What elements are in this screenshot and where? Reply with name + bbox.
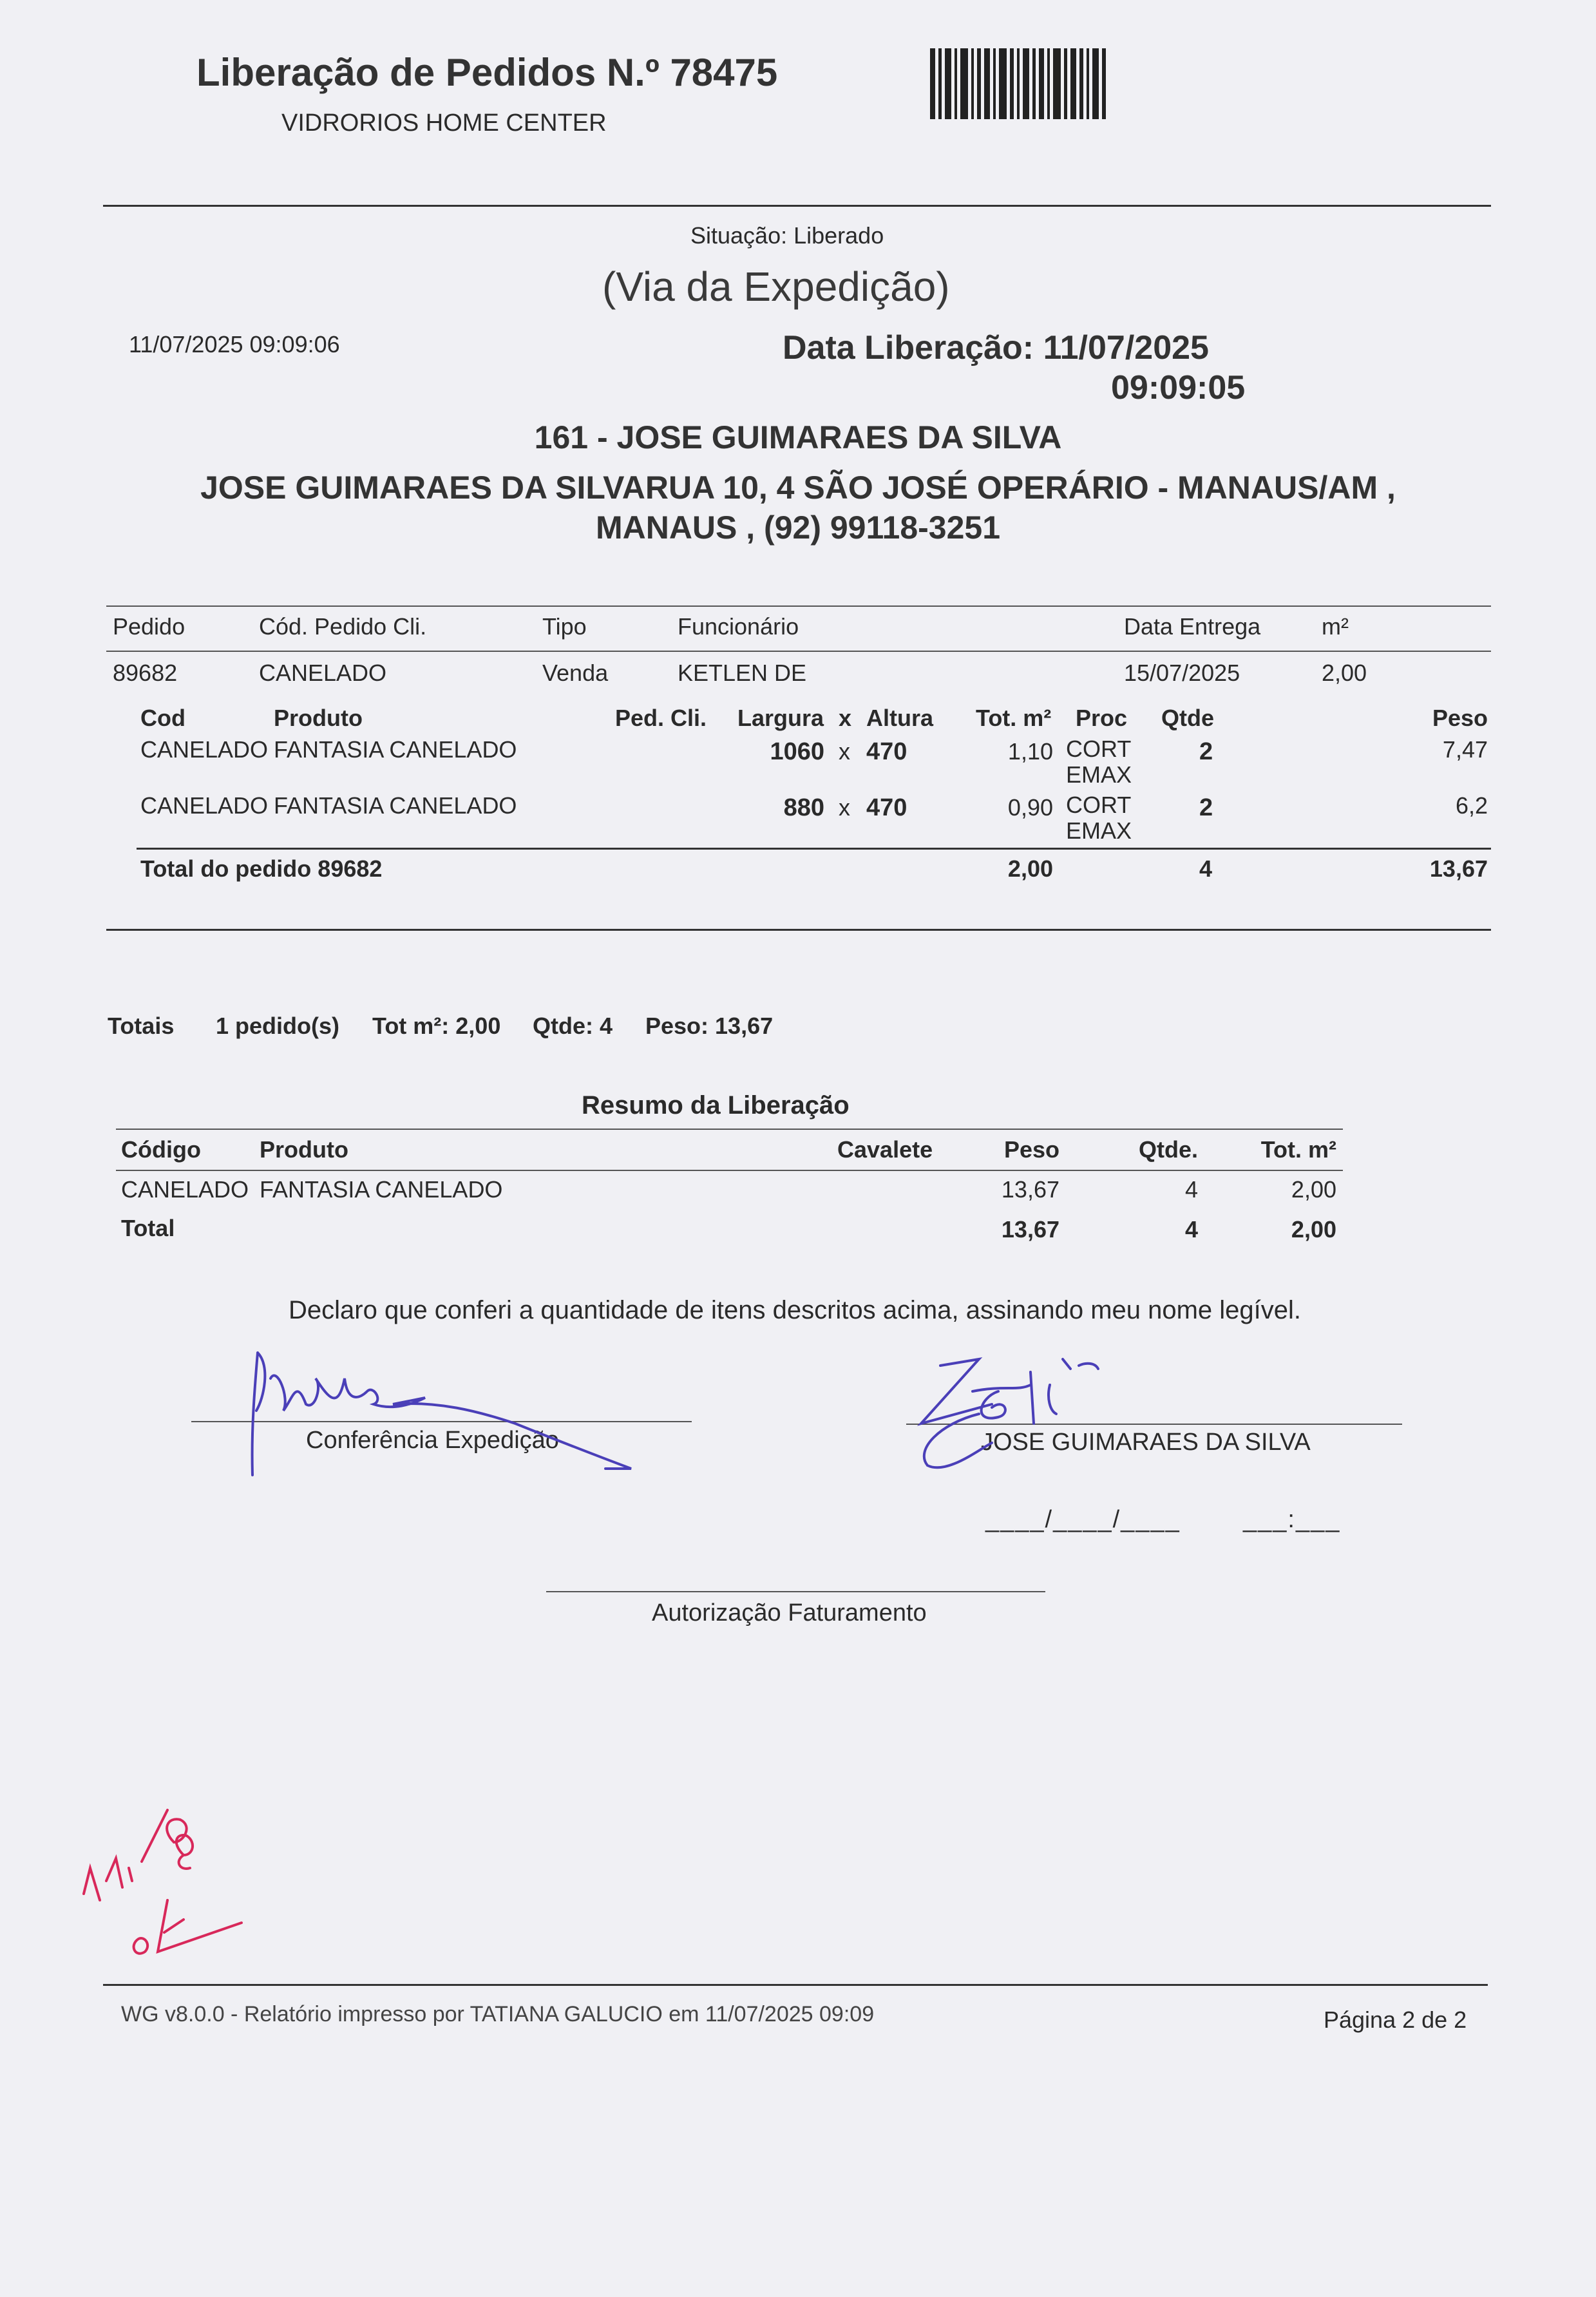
order-m2: 2,00 <box>1322 660 1367 686</box>
col-header-m2: m² <box>1322 613 1349 640</box>
item-x: x <box>839 794 850 821</box>
divider <box>106 651 1491 652</box>
col-header-funcionario: Funcionário <box>678 613 799 640</box>
items-header-cod: Cod <box>140 705 185 731</box>
printed-timestamp: 11/07/2025 09:09:06 <box>129 331 340 357</box>
item-proc-1: CORT <box>1066 736 1132 762</box>
divider <box>116 1170 1343 1171</box>
autorizacao-label: Autorização Faturamento <box>652 1599 927 1626</box>
item-produto: FANTASIA CANELADO <box>274 792 517 819</box>
client-address-line1: JOSE GUIMARAES DA SILVARUA 10, 4 SÃO JOSÉ OPERÁRIO - MANAUS/AM , <box>200 470 1396 506</box>
resumo-total-qtde: 4 <box>1184 1216 1198 1243</box>
col-header-pedido: Pedido <box>113 613 185 640</box>
client-name: 161 - JOSE GUIMARAES DA SILVA <box>534 419 1062 455</box>
item-tot-m2: 1,10 <box>1007 738 1053 765</box>
divider <box>106 605 1491 607</box>
handwritten-signature-right <box>902 1353 1159 1482</box>
item-largura: 1060 <box>770 738 824 765</box>
item-qtde: 2 <box>1199 794 1213 821</box>
resumo-codigo: CANELADO <box>121 1176 249 1203</box>
via-title: (Via da Expedição) <box>602 263 950 310</box>
item-peso: 7,47 <box>1442 736 1488 763</box>
col-header-data-entrega: Data Entrega <box>1124 613 1261 640</box>
handwritten-note <box>71 1797 264 1978</box>
divider <box>137 848 1491 850</box>
totais-qtde: Qtde: 4 <box>533 1013 613 1039</box>
item-proc-2: EMAX <box>1066 761 1132 788</box>
date-blank: ____/____/____ <box>985 1506 1181 1533</box>
declaration-text: Declaro que conferi a quantidade de itens descritos acima, assinando meu nome legível. <box>289 1296 1302 1324</box>
order-total-qtde: 4 <box>1199 855 1213 882</box>
item-altura: 470 <box>866 794 907 821</box>
divider <box>116 1129 1343 1130</box>
time-blank: ___:___ <box>1243 1506 1341 1533</box>
items-header-produto: Produto <box>274 705 363 731</box>
page-number: Página 2 de 2 <box>1324 2006 1467 2033</box>
totais-label: Totais <box>108 1013 175 1039</box>
order-total-label: Total do pedido 89682 <box>140 855 383 882</box>
item-proc <box>1066 792 1132 844</box>
items-header-x: x <box>839 705 852 731</box>
resumo-header-cavalete: Cavalete <box>837 1136 933 1163</box>
item-tot-m2: 0,90 <box>1007 794 1053 821</box>
resumo-peso: 13,67 <box>1001 1176 1059 1203</box>
data-liberacao-time: 09:09:05 <box>1111 369 1246 406</box>
resumo-tot-m2: 2,00 <box>1291 1176 1336 1203</box>
signature-line-center <box>546 1591 1045 1592</box>
data-liberacao: Data Liberação: 11/07/2025 <box>783 329 1209 367</box>
totais-pedidos: 1 pedido(s) <box>216 1013 340 1039</box>
footer-printed-by: WG v8.0.0 - Relatório impresso por TATIANA GALUCIO em 11/07/2025 09:09 <box>121 2002 875 2026</box>
resumo-produto: FANTASIA CANELADO <box>260 1176 503 1203</box>
divider <box>103 205 1491 207</box>
handwritten-signature-left <box>245 1340 644 1482</box>
item-peso: 6,2 <box>1455 792 1488 819</box>
order-data-entrega: 15/07/2025 <box>1124 660 1240 686</box>
item-produto: FANTASIA CANELADO <box>274 736 517 763</box>
item-proc <box>1066 736 1132 788</box>
items-header-ped-cli: Ped. Cli. <box>615 705 707 731</box>
resumo-total-peso: 13,67 <box>1001 1216 1059 1243</box>
totais-m2: Tot m²: 2,00 <box>372 1013 501 1039</box>
item-cod: CANELADO <box>140 736 269 763</box>
barcode <box>930 48 1106 119</box>
item-qtde: 2 <box>1199 738 1213 765</box>
col-header-cod-pedido-cli: Cód. Pedido Cli. <box>259 613 427 640</box>
items-header-qtde: Qtde <box>1161 705 1215 731</box>
items-header-peso: Peso <box>1432 705 1488 731</box>
client-address-line2: MANAUS , (92) 99118-3251 <box>595 510 1001 546</box>
status-text: Situação: Liberado <box>690 222 884 249</box>
item-largura: 880 <box>783 794 824 821</box>
resumo-title: Resumo da Liberação <box>582 1091 850 1120</box>
company-name: VIDRORIOS HOME CENTER <box>281 110 607 137</box>
signature-label-right: JOSE GUIMARAES DA SILVA <box>981 1429 1311 1456</box>
order-total-m2: 2,00 <box>1007 855 1053 882</box>
resumo-header-qtde: Qtde. <box>1138 1136 1198 1163</box>
item-proc-2: EMAX <box>1066 817 1132 844</box>
resumo-header-peso: Peso <box>1003 1136 1059 1163</box>
resumo-qtde: 4 <box>1184 1176 1198 1203</box>
item-altura: 470 <box>866 738 907 765</box>
items-header-altura: Altura <box>866 705 934 731</box>
signature-label-left: Conferência Expedição <box>306 1427 559 1454</box>
resumo-header-codigo: Código <box>121 1136 201 1163</box>
divider <box>106 929 1491 931</box>
document-title: Liberação de Pedidos N.º 78475 <box>196 51 778 94</box>
order-pedido: 89682 <box>113 660 178 686</box>
col-header-tipo: Tipo <box>542 613 587 640</box>
resumo-total-tot-m2: 2,00 <box>1291 1216 1336 1243</box>
resumo-total-label: Total <box>121 1215 175 1241</box>
item-x: x <box>839 738 850 765</box>
resumo-header-tot-m2: Tot. m² <box>1260 1136 1336 1163</box>
order-funcionario: KETLEN DE <box>678 660 807 686</box>
totais-peso: Peso: 13,67 <box>645 1013 774 1039</box>
order-total-peso: 13,67 <box>1429 855 1488 882</box>
order-tipo: Venda <box>542 660 609 686</box>
footer-divider <box>103 1984 1488 1986</box>
order-cod-cli: CANELADO <box>259 660 387 686</box>
items-header-tot-m2: Tot. m² <box>976 705 1052 731</box>
resumo-header-produto: Produto <box>260 1136 348 1163</box>
items-header-proc: Proc <box>1076 705 1128 731</box>
items-header-largura: Largura <box>737 705 824 731</box>
item-proc-1: CORT <box>1066 792 1132 818</box>
item-cod: CANELADO <box>140 792 269 819</box>
